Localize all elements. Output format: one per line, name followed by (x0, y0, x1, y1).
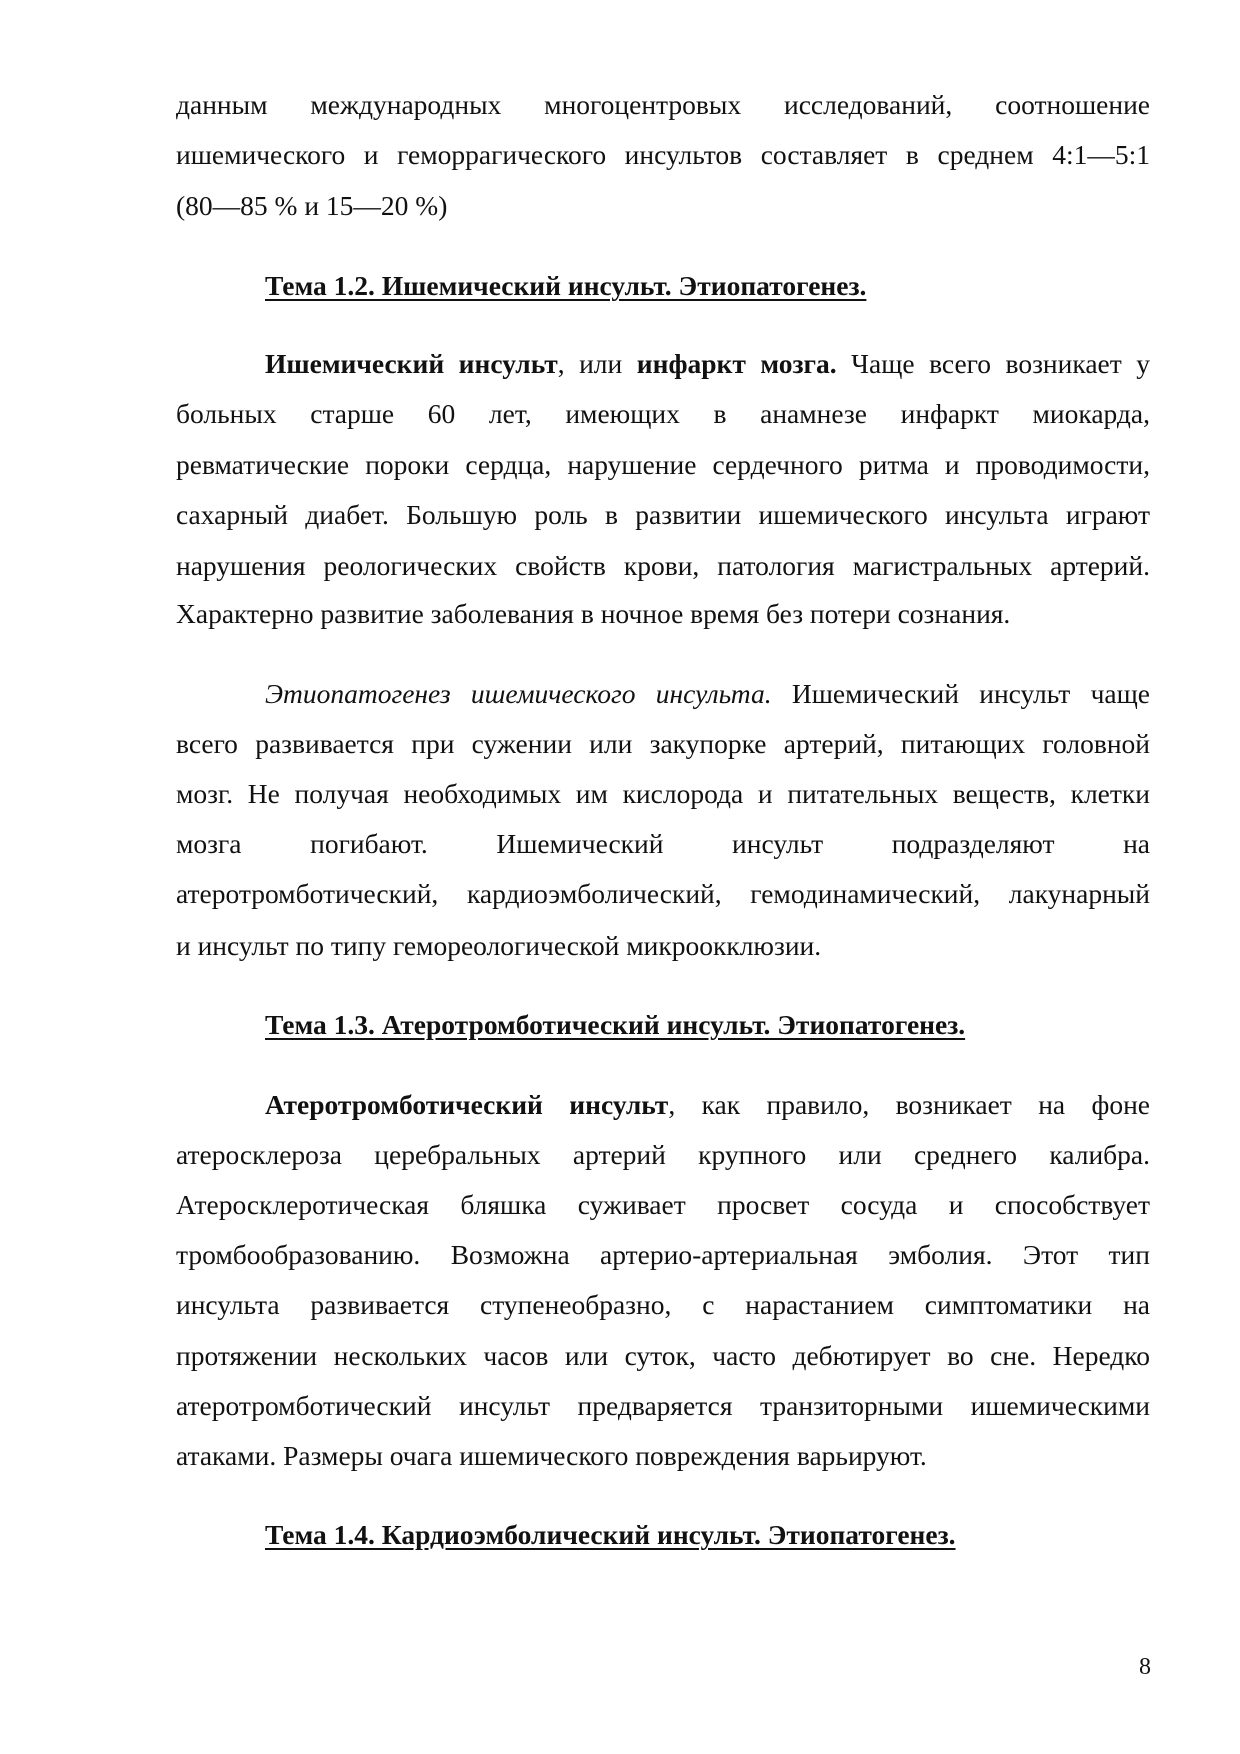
text-segment: тромбообразованию. Возможна артерио-артериальная эмболия. Этот тип (176, 1239, 1150, 1270)
bold-term: инфаркт мозга. (636, 348, 837, 379)
text-segment: нарушения реологических свойств крови, патология магистральных артерий. (176, 550, 1150, 581)
text-line (176, 1238, 1150, 1272)
text-line (176, 138, 1150, 172)
text-line (265, 1088, 1150, 1122)
text-segment: мозг. Не получая необходимых им кислорода и питательных веществ, клетки (176, 778, 1150, 809)
text-segment: данным международных многоцентровых исследований, соотношение (176, 89, 1150, 120)
text-line (176, 1138, 1150, 1172)
text-line (176, 448, 1150, 482)
text-line (176, 929, 1150, 963)
text-segment: атаками. Размеры очага ишемического повреждения варьируют. (176, 1440, 927, 1471)
page-number: 8 (1139, 1654, 1151, 1680)
text-segment: атеротромботический, кардиоэмболический, гемодинамический, лакунарный (176, 878, 1150, 909)
text-segment: , как правило, возникает на фоне (668, 1089, 1150, 1120)
text-segment: инсульта развивается ступенеобразно, с нарастанием симптоматики на (176, 1289, 1150, 1320)
text-line (176, 498, 1150, 532)
text-line (176, 1339, 1150, 1373)
text-segment: всего развивается при сужении или закупорке артерий, питающих головной (176, 728, 1150, 759)
text-segment: атеросклероза церебральных артерий крупного или среднего калибра. (176, 1139, 1150, 1170)
text-segment: протяжении нескольких часов или суток, часто дебютирует во сне. Нередко (176, 1340, 1150, 1371)
section-heading: Тема 1.4. Кардиоэмболический инсульт. Этиопатогенез. (265, 1519, 956, 1550)
text-segment: сахарный диабет. Большую роль в развитии ишемического инсульта играют (176, 499, 1150, 530)
section-heading: Тема 1.2. Ишемический инсульт. Этиопатогенез. (265, 270, 867, 301)
bold-term: Атеротромботический инсульт (265, 1089, 669, 1120)
text-segment: Атеросклеротическая бляшка суживает просвет сосуда и способствует (176, 1189, 1150, 1220)
bold-term: Ишемический инсульт (265, 348, 558, 379)
text-line (265, 347, 1150, 381)
text-line (176, 877, 1150, 911)
text-line (176, 549, 1150, 583)
text-line (176, 777, 1150, 811)
text-segment: мозга погибают. Ишемический инсульт подразделяют на (176, 828, 1150, 859)
text-segment: атеротромботический инсульт предваряется транзиторными ишемическими (176, 1390, 1150, 1421)
text-segment: Ишемический инсульт чаще (771, 678, 1150, 709)
text-segment: ишемического и геморрагического инсультов составляет в среднем 4:1—5:1 (176, 139, 1150, 170)
text-line (176, 597, 1150, 631)
text-segment: , или (557, 348, 637, 379)
text-line (176, 1389, 1150, 1423)
text-segment: ревматические пороки сердца, нарушение сердечного ритма и проводимости, (176, 449, 1150, 480)
text-segment: Чаще всего возникает у (836, 348, 1150, 379)
text-segment: больных старше 60 лет, имеющих в анамнезе инфаркт миокарда, (176, 398, 1150, 429)
text-line (176, 1188, 1150, 1222)
text-line (176, 1439, 1150, 1473)
italic-term: Этиопатогенез ишемического инсульта. (265, 678, 772, 709)
text-line (176, 827, 1150, 861)
text-segment: (80—85 % и 15—20 %) (176, 190, 448, 221)
text-segment: и инсульт по типу гемореологической микроокклюзии. (176, 930, 822, 961)
text-line (176, 189, 1150, 223)
text-line (176, 727, 1150, 761)
text-line (265, 677, 1150, 711)
text-line (176, 88, 1150, 122)
text-segment: Характерно развитие заболевания в ночное время без потери сознания. (176, 598, 1011, 629)
text-line (176, 397, 1150, 431)
section-heading: Тема 1.3. Атеротромботический инсульт. Этиопатогенез. (265, 1009, 966, 1040)
text-line (176, 1288, 1150, 1322)
